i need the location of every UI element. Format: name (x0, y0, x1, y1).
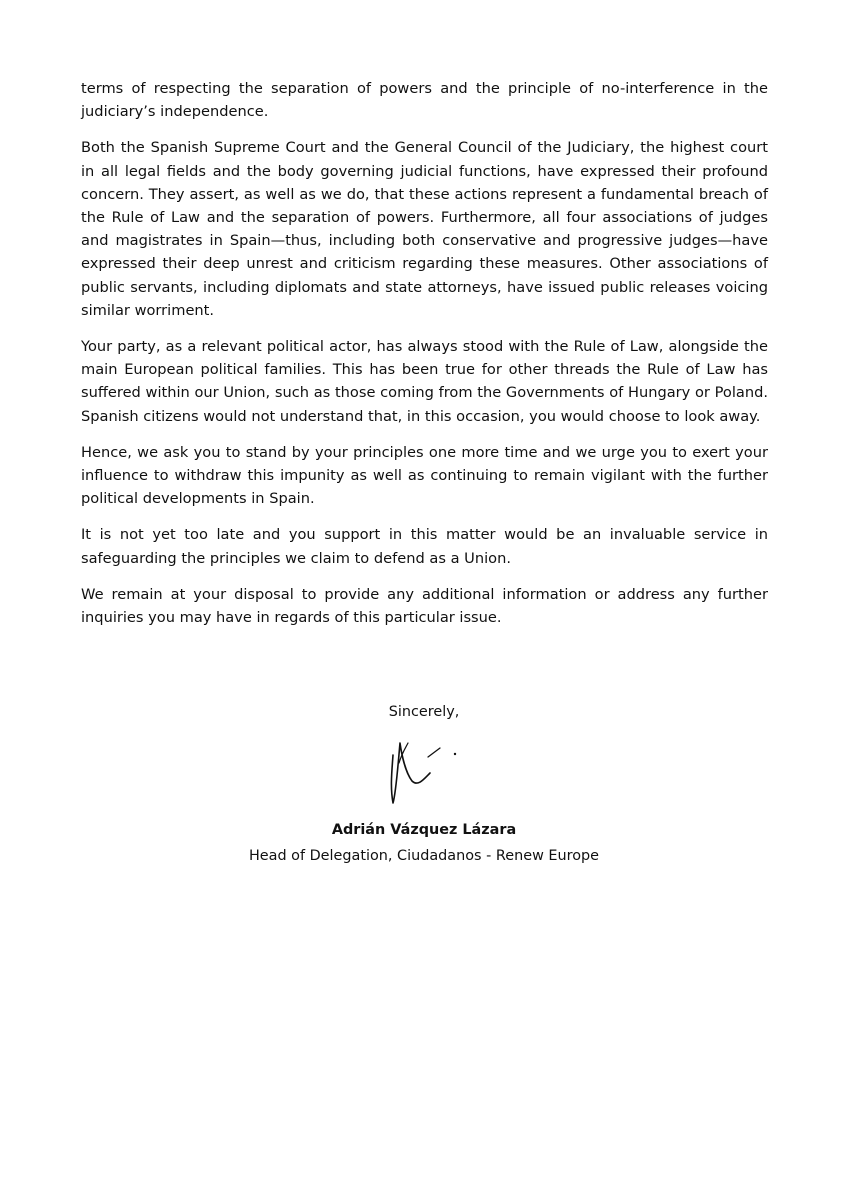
closing-salutation: Sincerely, (388, 704, 460, 720)
letter-body (81, 77, 768, 642)
paragraph-separation-of-powers: terms of respecting the separation of powers and the principle of no-interference in the judiciary’s independence. (81, 80, 768, 121)
paragraph-request: Hence, we ask you to stand by your principles one more time and we urge you to exert your influence to withdraw this impunity as well as continuing to remain vigilant with the further political developments in Spain. (81, 443, 768, 508)
handwritten-signature (384, 735, 474, 810)
paragraph-judiciary-concern: Both the Spanish Supreme Court and the General Council of the Judiciary, the highest court in all legal fields and the body governing judicial functions, have expressed their profound concern. They assert, as well as we do, that these actions represent a fundamental breach of the Rule of Law and the separation of powers. Furthermore, all four associations of judges and magistrates in Spain—thus, including both conservative and progressive judges—have expressed their deep unrest and criticism regarding these measures. Other associations of public servants, including diplomats and state attorneys, have issued public releases voicing similar worriment. (81, 139, 768, 319)
paragraph-disposal: We remain at your disposal to provide any additional information or address any further inquiries you may have in regards of this particular issue. (81, 585, 768, 627)
signer-name: Adrián Vázquez Lázara (331, 822, 517, 838)
signer-title: Head of Delegation, Ciudadanos - Renew Europe (248, 848, 600, 864)
paragraph-party-position: Your party, as a relevant political actor, has always stood with the Rule of Law, alongside the main European political families. This has been true for other threads the Rule of Law has suffered within our Union, such as those coming from the Governments of Hungary or Poland. Spanish citizens would not understand that, in this occasion, you would choose to look away. (81, 338, 768, 425)
paragraph-not-too-late: It is not yet too late and you support in this matter would be an invaluable service in safeguarding the principles we claim to defend as a Union. (81, 526, 768, 567)
